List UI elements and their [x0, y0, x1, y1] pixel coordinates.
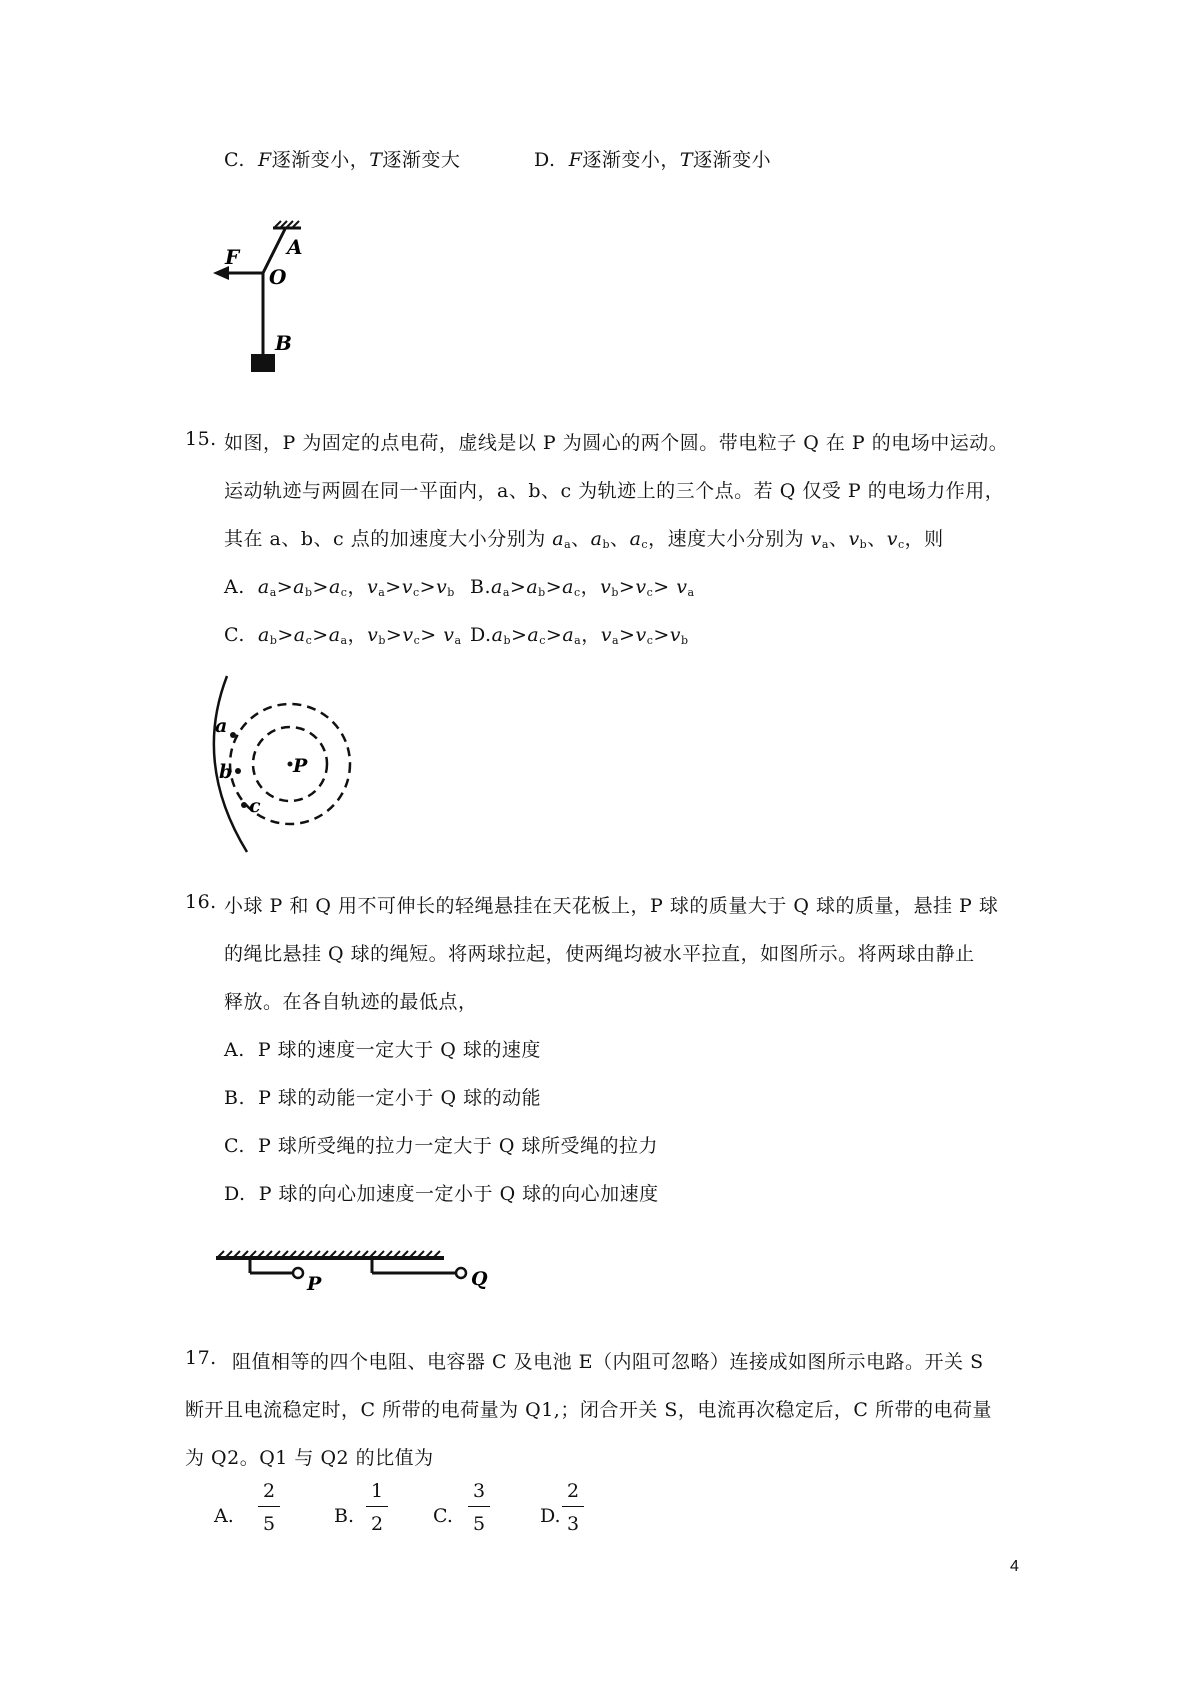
q15-line-1: 如图，P 为固定的点电荷，虚线是以 P 为圆心的两个圆。带电粒子 Q 在 P 的电场中运动。 — [224, 432, 1009, 454]
q16-option-c: C. P 球所受绳的拉力一定大于 Q 球所受绳的拉力 — [224, 1135, 658, 1157]
label-c: c — [249, 795, 261, 817]
q16-option-a: A. P 球的速度一定大于 Q 球的速度 — [224, 1039, 541, 1061]
q17-line-2: 断开且电流稳定时，C 所带的电荷量为 Q1,；闭合开关 S，电流再次稳定后，C 所带的电荷量 — [185, 1399, 992, 1421]
label-p: P — [307, 1273, 322, 1295]
label-a: A — [287, 235, 303, 259]
q14-option-c: C. F逐渐变小，T逐渐变大 — [224, 149, 461, 171]
q15-line-2: 运动轨迹与两圆在同一平面内，a、b、c 为轨迹上的三个点。若 Q 仅受 P 的电场力作用， — [224, 480, 1005, 502]
q16-line-1: 小球 P 和 Q 用不可伸长的轻绳悬挂在天花板上，P 球的质量大于 Q 球的质量，悬挂 P 球 — [224, 895, 999, 917]
label-q: Q — [471, 1268, 488, 1290]
q16-line-3: 释放。在各自轨迹的最低点， — [224, 991, 478, 1013]
q16-line-2: 的绳比悬挂 Q 球的绳短。将两球拉起，使两绳均被水平拉直，如图所示。将两球由静止 — [224, 943, 975, 965]
label-a: a — [215, 715, 228, 737]
q17-option-c-letter: C. — [433, 1505, 453, 1527]
label-f: F — [225, 245, 240, 269]
option-expression: $a_b>a_c>a_a$，$v_b>v_c> v_a$ — [258, 624, 462, 647]
option-expression: $a_a>a_b>a_c$，$v_b>v_c> v_a$ — [491, 576, 695, 599]
q17-option-a-fraction: 2 5 — [258, 1478, 280, 1537]
page-number: 4 — [1010, 1558, 1019, 1575]
option-expression: $a_b>a_c>a_a$，$v_a>v_c>v_b$ — [491, 624, 689, 647]
q17-option-a-letter: A. — [214, 1505, 234, 1527]
q15-number: 15. — [185, 428, 217, 450]
q17-option-c-fraction: 3 5 — [468, 1478, 490, 1537]
q15-option-a: A. $a_a>a_b>a_c$，$v_a>v_c>v_b$ — [224, 576, 455, 599]
q17-option-b-letter: B. — [334, 1505, 355, 1527]
q16-option-d: D. P 球的向心加速度一定小于 Q 球的向心加速度 — [224, 1183, 659, 1205]
q17-line-3: 为 Q2。Q1 与 Q2 的比值为 — [185, 1447, 434, 1469]
q16-number: 16. — [185, 891, 217, 913]
q17-option-d-letter: D. — [540, 1505, 561, 1527]
option-expression: $a_a>a_b>a_c$，$v_a>v_c>v_b$ — [257, 576, 455, 599]
q17-number: 17. — [185, 1347, 217, 1369]
q14-option-d: D. F逐渐变小，T逐渐变小 — [534, 149, 772, 171]
q15-option-b: $B.a_a>a_b>a_c$，$v_b>v_c> v_a$ — [470, 576, 695, 599]
label-b: b — [219, 761, 233, 783]
label-b: B — [275, 331, 292, 355]
q17-option-d-fraction: 2 3 — [562, 1478, 584, 1537]
q15-line-3: 其在 a、b、c 点的加速度大小分别为 $a_a$、$a_b$、$a_c$，速度大小分别为 $v_a$、$v_b$、$v_c$，则 — [224, 528, 944, 551]
q14-figure — [205, 218, 345, 378]
q17-option-b-fraction: 1 2 — [366, 1478, 388, 1537]
q16-figure — [212, 1248, 502, 1298]
q17-line-1: 阻值相等的四个电阻、电容器 C 及电池 E（内阻可忽略）连接成如图所示电路。开关 S — [232, 1351, 984, 1373]
label-p: P — [293, 755, 308, 777]
q16-option-b: B. P 球的动能一定小于 Q 球的动能 — [224, 1087, 542, 1109]
q15-option-c: C. $a_b>a_c>a_a$，$v_b>v_c> v_a$ — [224, 624, 462, 647]
q15-figure — [205, 672, 365, 857]
label-o: O — [269, 265, 287, 289]
q15-option-d: $D.a_b>a_c>a_a$，$v_a>v_c>v_b$ — [470, 624, 689, 647]
